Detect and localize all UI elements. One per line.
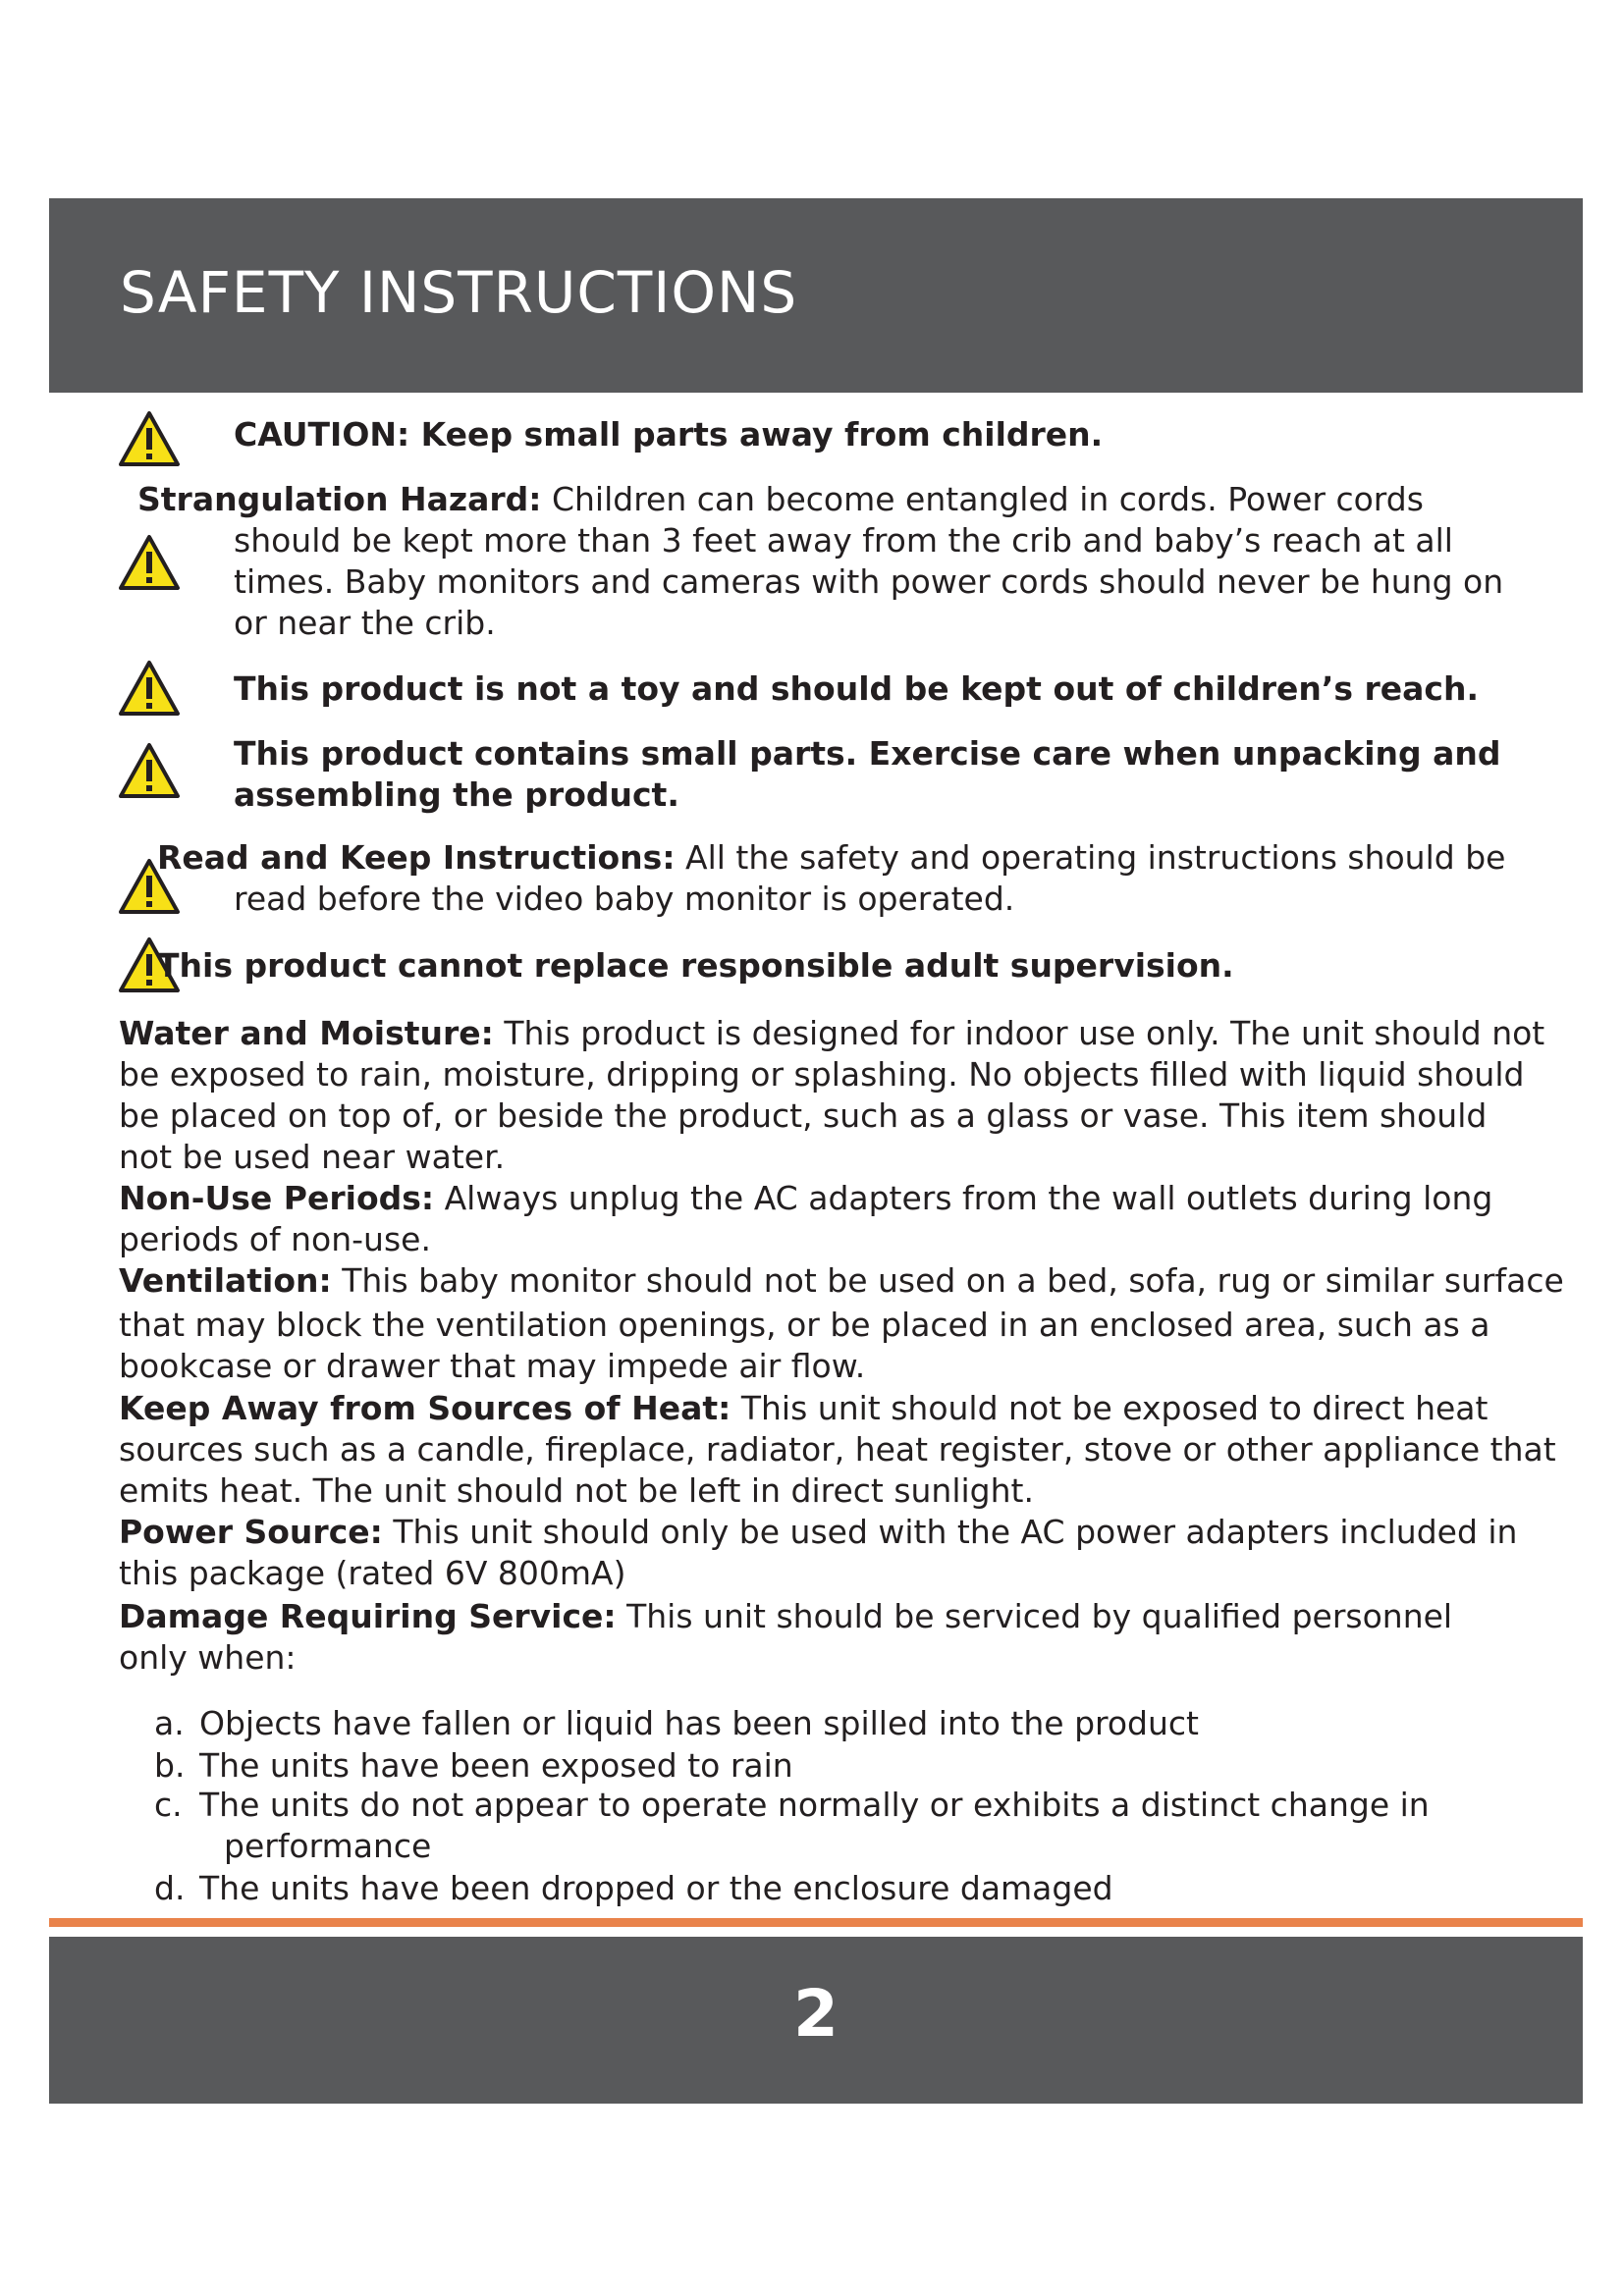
heat-line: emits heat. The unit should not be left in direct sunlight.: [119, 1471, 1034, 1510]
ventilation-line: that may block the ventilation openings, or be placed in an enclosed area, such as a: [119, 1306, 1490, 1344]
supervision-text: This product cannot replace responsible adult supervision.: [157, 946, 1234, 985]
list-marker: d.: [154, 1869, 186, 1907]
list-item-text: The units have been dropped or the enclosure damaged: [199, 1869, 1113, 1907]
ventilation-text: This baby monitor should not be used on a bed, sofa, rug or similar surface: [342, 1261, 1564, 1300]
damage-text: This unit should be serviced by qualified personnel: [626, 1597, 1453, 1635]
power-paragraph: [119, 1512, 1517, 1553]
heat-text: This unit should not be exposed to direct heat: [740, 1389, 1489, 1427]
strangulation-label: Strangulation Hazard:: [137, 480, 542, 518]
page-number: 2: [793, 1976, 839, 2052]
non-use-line: periods of non-use.: [119, 1220, 431, 1258]
power-line: this package (rated 6V 800mA): [119, 1554, 626, 1592]
strangulation-line: times. Baby monitors and cameras with power cords should never be hung on: [234, 562, 1504, 601]
list-marker: c.: [154, 1786, 183, 1824]
water-moisture-text: This product is designed for indoor use only. The unit should not: [504, 1014, 1545, 1052]
warning-icon: [118, 660, 181, 717]
list-item: [154, 1703, 1199, 1744]
damage-paragraph: [119, 1596, 1452, 1637]
power-label: Power Source:: [119, 1513, 383, 1551]
power-text: This unit should only be used with the AC power adapters included in: [393, 1513, 1518, 1551]
non-use-paragraph: [119, 1178, 1492, 1219]
heat-paragraph: [119, 1388, 1488, 1429]
warning-icon: [118, 534, 181, 591]
strangulation-line: or near the crib.: [234, 604, 496, 642]
water-moisture-line: be exposed to rain, moisture, dripping or splashing. No objects filled with liquid should: [119, 1055, 1525, 1094]
non-use-text: Always unplug the AC adapters from the wall outlets during long: [444, 1179, 1493, 1217]
damage-label: Damage Requiring Service:: [119, 1597, 617, 1635]
page-title: SAFETY INSTRUCTIONS: [120, 259, 798, 326]
small-parts-text: assembling the product.: [234, 775, 679, 814]
water-moisture-label: Water and Moisture:: [119, 1014, 494, 1052]
ventilation-label: Ventilation:: [119, 1261, 332, 1300]
header-band: [49, 198, 1583, 393]
strangulation-text: Children can become entangled in cords. Power cords: [551, 480, 1424, 518]
read-keep-text: All the safety and operating instructions should be: [685, 838, 1506, 877]
strangulation-line: [137, 479, 1424, 520]
small-parts-text: This product contains small parts. Exercise care when unpacking and: [234, 734, 1501, 773]
list-item-text: The units have been exposed to rain: [199, 1746, 793, 1785]
list-item: [154, 1785, 1430, 1826]
water-moisture-line: be placed on top of, or beside the product, such as a glass or vase. This item should: [119, 1096, 1488, 1135]
non-use-label: Non-Use Periods:: [119, 1179, 435, 1217]
list-item: [154, 1745, 793, 1787]
strangulation-line: should be kept more than 3 feet away from the crib and baby’s reach at all: [234, 521, 1453, 560]
heat-line: sources such as a candle, fireplace, radiator, heat register, stove or other appliance that: [119, 1430, 1556, 1468]
water-moisture-paragraph: [119, 1013, 1544, 1054]
water-moisture-line: not be used near water.: [119, 1138, 506, 1176]
footer-band: [49, 1937, 1583, 2104]
damage-line: only when:: [119, 1638, 297, 1677]
list-item-text: Objects have fallen or liquid has been spilled into the product: [199, 1704, 1199, 1742]
list-marker: b.: [154, 1746, 186, 1785]
list-item: [154, 1868, 1113, 1909]
ventilation-paragraph: [119, 1260, 1564, 1302]
read-keep-label: Read and Keep Instructions:: [157, 838, 676, 877]
warning-icon: [118, 410, 181, 467]
accent-divider: [49, 1918, 1583, 1927]
ventilation-line: bookcase or drawer that may impede air flow.: [119, 1347, 866, 1385]
read-keep-line: [157, 837, 1505, 879]
not-toy-text: This product is not a toy and should be kept out of children’s reach.: [234, 669, 1480, 708]
list-marker: a.: [154, 1704, 185, 1742]
read-keep-line: read before the video baby monitor is operated.: [234, 880, 1015, 918]
warning-icon: [118, 742, 181, 799]
caution-text: CAUTION: Keep small parts away from children.: [234, 415, 1104, 454]
heat-label: Keep Away from Sources of Heat:: [119, 1389, 731, 1427]
list-item-text: The units do not appear to operate normally or exhibits a distinct change in: [199, 1786, 1430, 1824]
list-item-continuation: performance: [224, 1827, 432, 1865]
